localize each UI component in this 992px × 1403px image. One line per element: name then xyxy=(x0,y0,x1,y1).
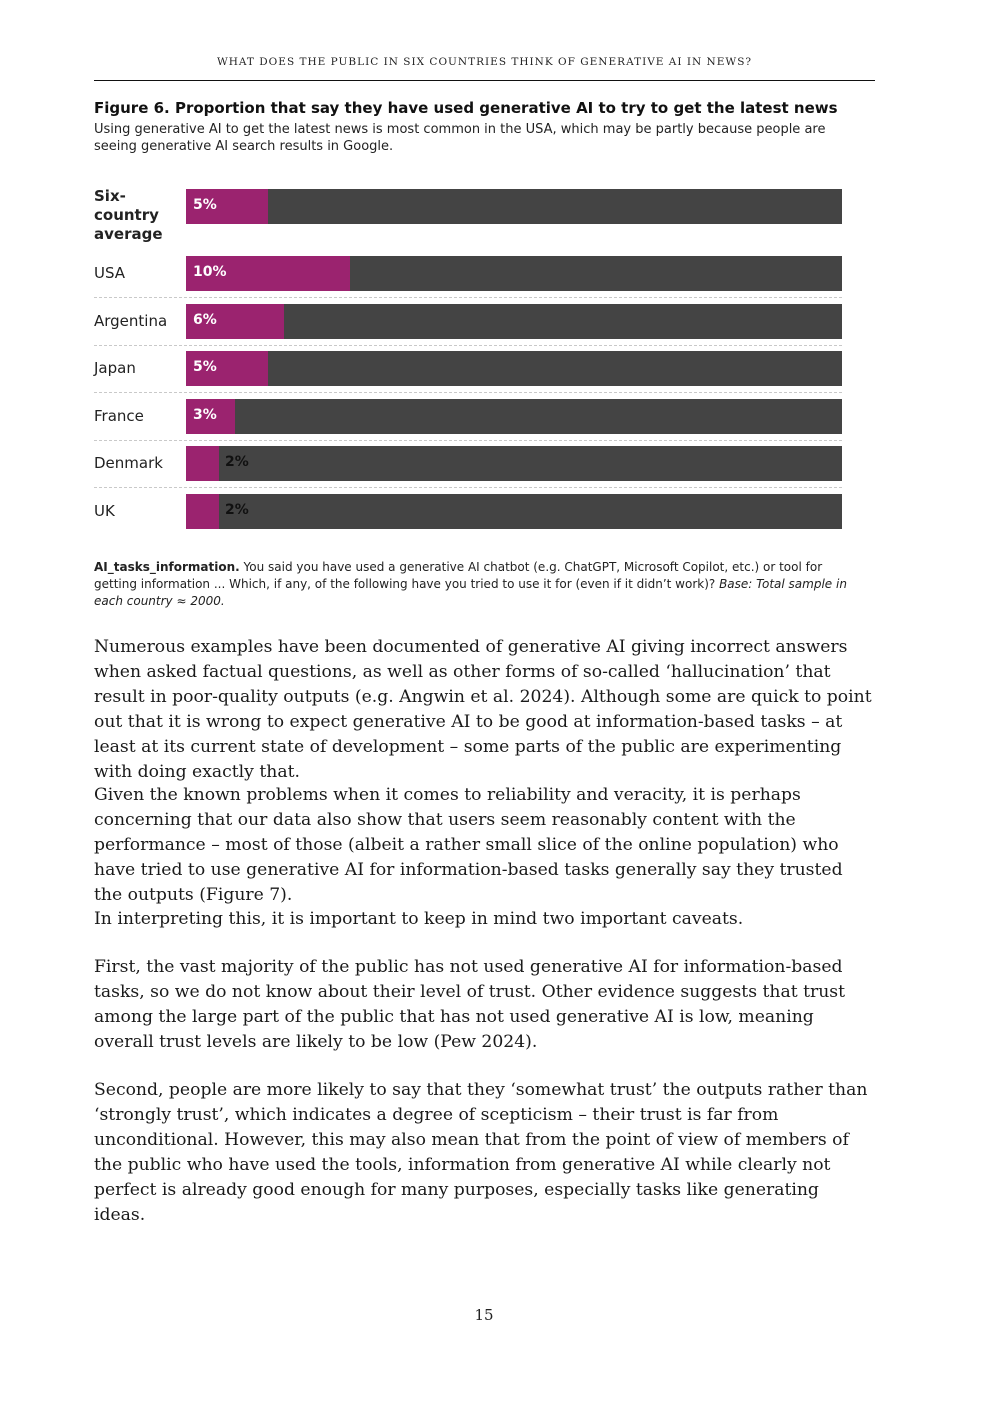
page-number: 15 xyxy=(474,1306,494,1324)
paragraph-2: Given the known problems when it comes to reliability and veracity, it is perhaps concerning that our data also show that users seem reasonably content with the performance – most of those (albeit a rather small slice of the online population) who have tried to use generative AI for information-based tasks generally say they trusted the outputs (Figure 7). xyxy=(94,785,843,905)
figure-note-base: Base: Total sample in each country ≈ 2000. xyxy=(94,577,847,608)
bar-label: Japan xyxy=(94,359,136,377)
running-header: WHAT DOES THE PUBLIC IN SIX COUNTRIES THINK OF GENERATIVE AI IN NEWS? xyxy=(216,56,753,68)
figure-title: Figure 6. Proportion that say they have used generative AI to try to get the latest news xyxy=(94,99,838,117)
row-separator xyxy=(94,440,842,441)
bar-track xyxy=(186,399,842,434)
bar-value-label: 10% xyxy=(193,264,227,280)
bar-track xyxy=(186,446,842,481)
bar-value-label: 2% xyxy=(225,454,249,470)
bar-track xyxy=(186,189,842,224)
figure-subtitle: Using generative AI to get the latest news is most common in the USA, which may be partly because people are seeing generative AI search results in Google. xyxy=(94,122,826,154)
figure-note-lead: AI_tasks_information. xyxy=(94,560,240,574)
bar-value-label: 5% xyxy=(193,359,217,375)
bar-track xyxy=(186,351,842,386)
bar-value-label: 5% xyxy=(193,197,217,213)
bar-fill xyxy=(186,494,219,529)
row-separator xyxy=(94,392,842,393)
bar-chart xyxy=(94,180,854,540)
figure-note-body: You said you have used a generative AI chatbot (e.g. ChatGPT, Microsoft Copilot, etc.) or tool for getting information ... Which, if any, of the following have you tried to use it for (even if it didn’t work)? xyxy=(94,560,823,591)
bar-label: USA xyxy=(94,264,126,282)
paragraph-4: First, the vast majority of the public has not used generative AI for information-based tasks, so we do not know about their level of trust. Other evidence suggests that trust among the large part of the public that has not used generative AI is low, meaning overall trust levels are likely to be low (Pew 2024). xyxy=(94,957,846,1052)
bar-value-label: 3% xyxy=(193,407,217,423)
bar-label: Argentina xyxy=(94,312,168,330)
bar-track xyxy=(186,256,842,291)
bar-track xyxy=(186,304,842,339)
bar-label: Denmark xyxy=(94,454,163,472)
bar-fill xyxy=(186,446,219,481)
paragraph-1: Numerous examples have been documented of generative AI giving incorrect answers when asked factual questions, as well as other forms of so-called ‘hallucination’ that result in poor-quality outputs (e.g. Angwin et al. 2024). Although some are quick to point out that it is wrong to expect generative AI to be good at information-based tasks – at least at its current state of development – some parts of the public are experimenting with doing exactly that. xyxy=(94,637,872,782)
paragraph-5: Second, people are more likely to say that they ‘somewhat trust’ the outputs rather than ‘strongly trust’, which indicates a degree of scepticism – their trust is far from unconditional. However, this may also mean that from the point of view of members of the public who have used the tools, information from generative AI while clearly not perfect is already good enough for many purposes, especially tasks like generating ideas. xyxy=(94,1080,868,1225)
bar-label: UK xyxy=(94,502,115,520)
bar-value-label: 6% xyxy=(193,312,217,328)
bar-value-label: 2% xyxy=(225,502,249,518)
bar-label: France xyxy=(94,407,144,425)
paragraph-3: In interpreting this, it is important to keep in mind two important caveats. xyxy=(94,909,744,929)
figure-note xyxy=(94,559,864,610)
bar-label: Six-country average xyxy=(94,187,163,243)
bar-track xyxy=(186,494,842,529)
header-rule xyxy=(94,80,875,81)
row-separator xyxy=(94,487,842,488)
row-separator xyxy=(94,345,842,346)
row-separator xyxy=(94,297,842,298)
